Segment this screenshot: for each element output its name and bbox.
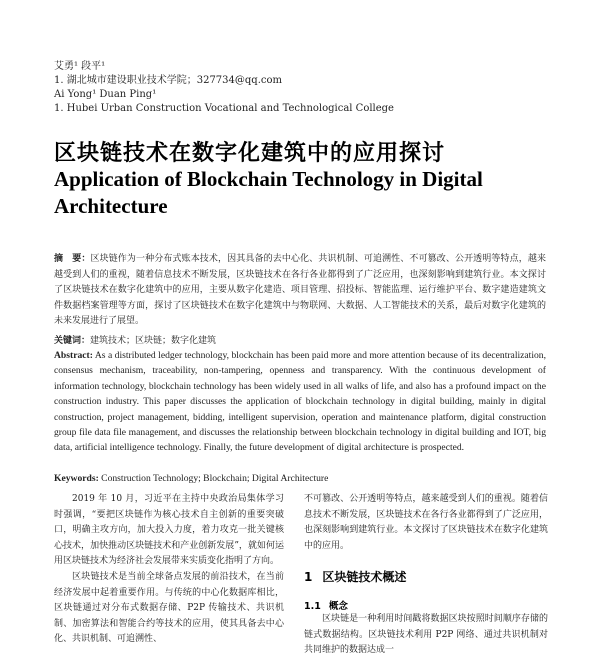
author-affiliation-en: 1. Hubei Urban Construction Vocational and Technological College bbox=[54, 103, 394, 114]
body-column-right-continued bbox=[304, 612, 548, 659]
keywords-english-text: Construction Technology; Blockchain; Digital Architecture bbox=[101, 473, 329, 484]
keywords-english-label: Keywords: bbox=[54, 473, 99, 484]
keywords-english bbox=[54, 473, 328, 484]
subsection-title: 概念 bbox=[328, 601, 348, 612]
author-names-en: Ai Yong¹ Duan Ping¹ bbox=[54, 89, 157, 100]
section-title: 区块链技术概述 bbox=[322, 570, 407, 584]
author-block bbox=[54, 60, 394, 116]
abstract-chinese-label: 摘 要： bbox=[54, 254, 91, 264]
keywords-chinese-label: 关键词： bbox=[54, 336, 91, 346]
title-english: Application of Blockchain Technology in Digital Architecture bbox=[54, 167, 483, 218]
body-paragraph: 不可篡改、公开透明等特点，越来越受到人们的重视。随着信息技术不断发展，区块链技术在各行各业都得到了广泛应用，也深刻影响到建筑行业。本文探讨了区块链技术在数字化建筑中的应用。 bbox=[304, 494, 548, 551]
keywords-chinese bbox=[54, 333, 216, 346]
abstract-chinese bbox=[54, 252, 546, 330]
title-chinese: 区块链技术在数字化建筑中的应用探讨 bbox=[54, 141, 446, 166]
keywords-chinese-text: 建筑技术；区块链；数字化建筑 bbox=[90, 336, 217, 346]
author-names-cn: 艾勇¹ 段平¹ bbox=[54, 61, 106, 72]
subsection-heading bbox=[304, 598, 356, 612]
abstract-english-text: As a distributed ledger technology, blockchain has been paid more and more attention because of its decentralization, consensus mechanism, traceability, non-tampering, openness and transparency. With the continuous development of information technology, blockchain technology has been widely used in all walks of life, and also has a profound impact on the construction industry. This paper discusses the application of blockchain technology in digital building, mainly in digital construction, project management, bidding, intelligent supervision, operation and maintenance platform, digital construction group file data file management, and discusses the relationship between blockchain technology in digital building and IOT, big data, artificial intelligence technology. Finally, the future development of digital architecture is prospected. bbox=[54, 350, 546, 454]
abstract-chinese-text: 区块链作为一种分布式账本技术，因其具备的去中心化、共识机制、可追溯性、不可篡改、公开透明等特点，越来越受到人们的重视，随着信息技术不断发展，区块链技术在各行各业都得到了广泛应用，也深刻影响到建筑行业。本文探讨了区块链技术在数字化建筑中的应用，主要从数字化建造、项目管理、招投标、智能监理、运行维护平台、数字建造建筑文件数据档案管理等方面，探讨了区块链技术在数字化建筑中与物联网、大数据、人工智能技术的关系，最后对数字化建筑的未来发展进行了展望。 bbox=[54, 254, 546, 326]
section-number: 1 bbox=[304, 570, 313, 584]
subsection-number: 1.1 bbox=[304, 601, 321, 612]
abstract-english-label: Abstract: bbox=[54, 350, 93, 361]
author-affiliation-cn: 1. 湖北城市建设职业技术学院；327734@qq.com bbox=[54, 75, 282, 86]
section-heading bbox=[304, 568, 416, 585]
body-column-left bbox=[54, 492, 284, 648]
body-paragraph: 区块链是一种利用时间戳将数据区块按照时间顺序存储的链式数据结构。区块链技术利用 P2P 网络、通过共识机制对共同维护的数据达成一 bbox=[304, 614, 548, 656]
body-paragraph: 区块链技术是当前全球备点发展的前沿技术，在当前经济发展中起着重要作用。与传统的中心化数据库相比，区块链通过对分布式数据存储、P2P 传输技术、共识机制、加密算法和智能合约等技术的应用，使其具备去中心化、共识机制、可追溯性、 bbox=[54, 571, 284, 645]
body-column-right bbox=[304, 492, 548, 554]
abstract-english bbox=[54, 348, 546, 456]
body-paragraph: 2019 年 10 月，习近平在主持中央政治局集体学习时强调，“要把区块链作为核心技术自主创新的重要突破口，明确主攻方向，加大投入力度，着力攻克一批关键核心技术，加快推动区块链技术和产业创新发展”，就如何运用区块链技术为经济社会发展带来实质变化指明了方向。 bbox=[54, 494, 284, 567]
